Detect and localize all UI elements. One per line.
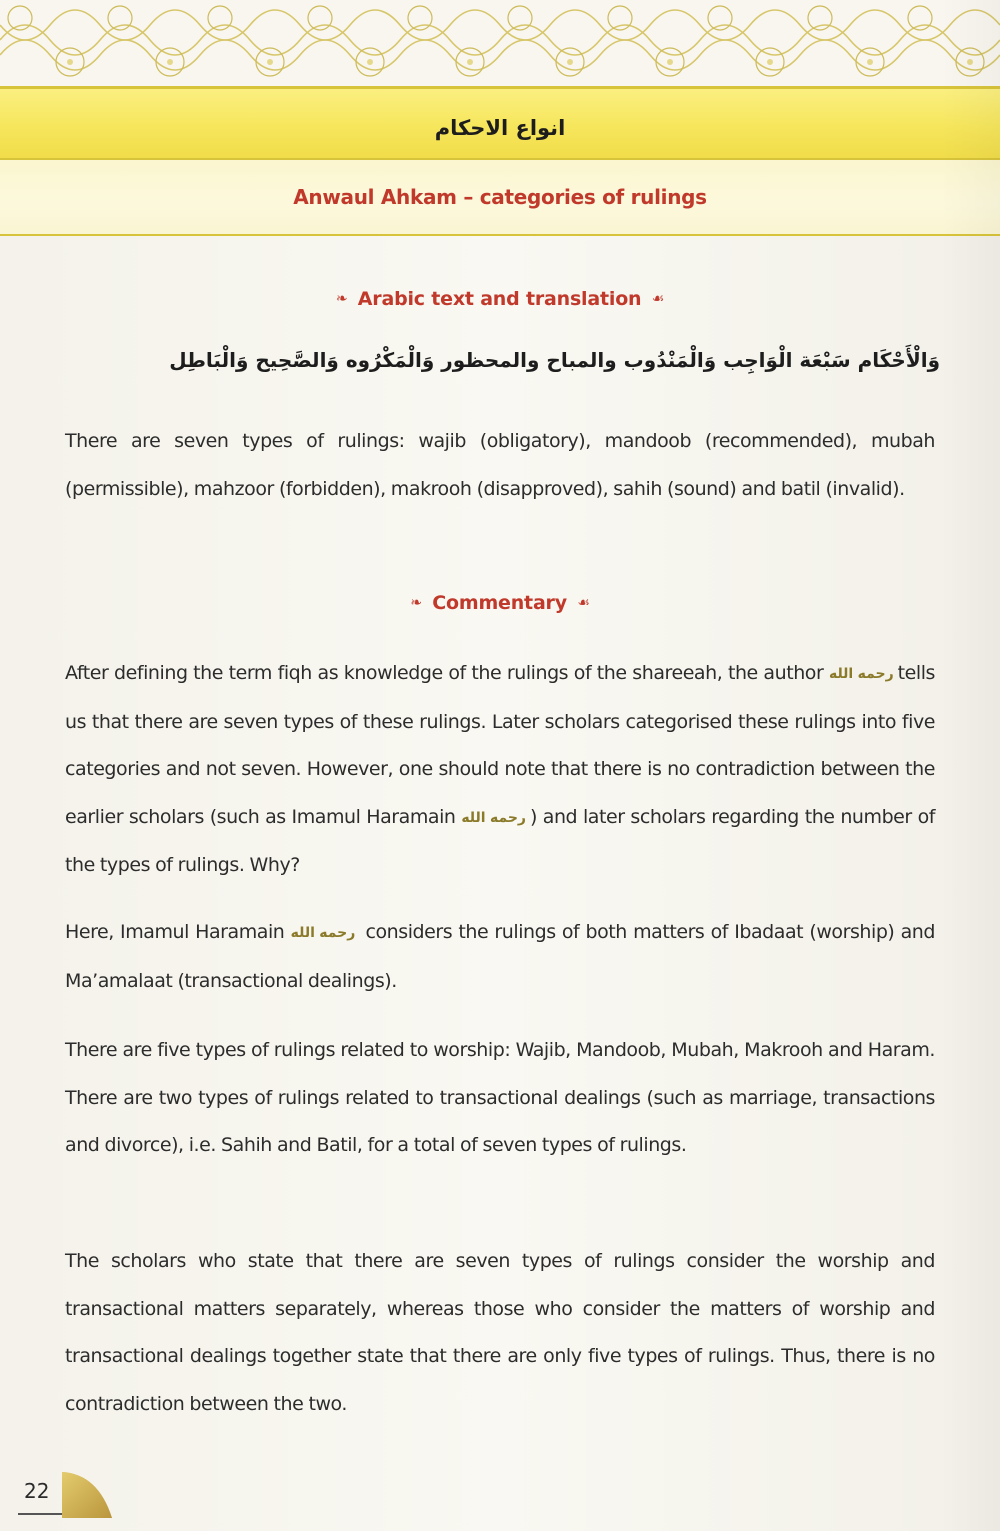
heading-flourish-icon: ❧ (335, 291, 348, 307)
commentary-p1-text-a: After defining the term fiqh as knowledge of the rulings of the shareeah, the author (65, 662, 824, 684)
commentary-paragraph-2 (65, 909, 935, 1005)
english-title-banner (0, 160, 1000, 236)
commentary-p2-text-a: Here, Imamul Haramain (65, 921, 285, 943)
arabic-text-heading: Arabic text and translation (357, 288, 642, 310)
heading-flourish-icon: ☙ (651, 291, 665, 307)
heading-flourish-icon: ☙ (577, 595, 590, 611)
arabic-matn-text: وَالْأَحْكَام سَبْعَة الْوَاجِب وَالْمَنْدُوب والمباح والمحظور وَالْمَكْرُوه وَالصَّحِيح وَالْبَاطِل (169, 348, 940, 372)
commentary-heading: Commentary (432, 592, 567, 614)
translation-paragraph: There are seven types of rulings: wajib (obligatory), mandoob (recommended), mubah (permissible), mahzoor (forbidden), makrooh (disapproved), sahih (sound) and batil (invalid). (65, 430, 935, 500)
page-number: 22 (24, 1479, 50, 1503)
commentary-paragraph-3: There are five types of rulings related to worship: Wajib, Mandoob, Mubah, Makrooh and Haram. There are two types of rulings related to transactional dealings (such as marriage, transactions and divorce), i.e. Sahih and Batil, for a total of seven types of rulings. (65, 1039, 935, 1156)
commentary-paragraph-4: The scholars who state that there are seven types of rulings consider the worship and transactional matters separately, whereas those who consider the matters of worship and transactional dealings together state that there are only five types of rulings. Thus, there is no contradiction between the two. (65, 1250, 935, 1415)
heading-flourish-icon: ❧ (410, 595, 422, 611)
commentary-p2-text-b: considers the rulings of both matters of Ibadaat (worship) and Ma’amalaat (transactional dealings). (65, 921, 935, 992)
page-number-underline (18, 1513, 66, 1515)
english-chapter-title: Anwaul Ahkam – categories of rulings (293, 185, 707, 209)
decorative-border-ornament (0, 0, 1000, 86)
commentary-paragraph-1 (65, 650, 935, 890)
commentary-p1-text-b: tells us that there are seven types of these rulings. Later scholars categorised these rulings into five categories and not seven. However, one should note that there is no contradiction between the earlier scholars (such as Imamul Haramain (65, 662, 935, 828)
commentary-p1-text-c: ) and later scholars regarding the number of the types of rulings. Why? (65, 805, 935, 876)
honorific-glyph: رحمه الله (828, 666, 894, 682)
section-heading-text (0, 288, 1000, 310)
page-tab-shape (62, 1470, 114, 1518)
honorific-glyph: رحمه الله (290, 925, 356, 941)
arabic-chapter-title: انواع الاحكام (434, 115, 566, 140)
honorific-glyph: رحمه الله (461, 809, 526, 826)
section-heading-commentary (0, 592, 1000, 614)
page-edge-shadow (940, 0, 1000, 1531)
arabic-title-banner (0, 86, 1000, 160)
